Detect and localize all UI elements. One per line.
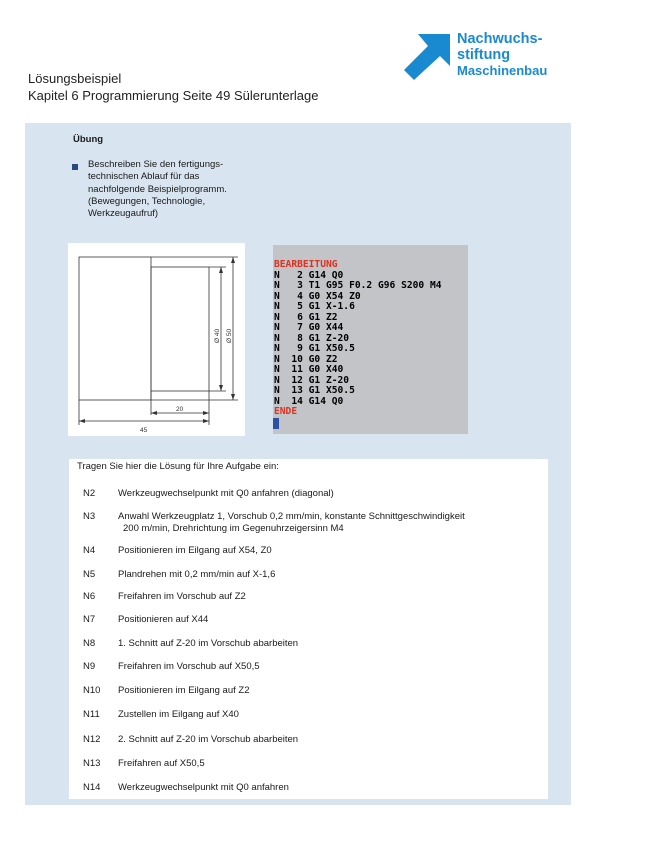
cnc-line: N 4 G0 X54 Z0 [274,290,361,302]
cnc-line: N 8 G1 Z-20 [274,332,350,344]
cnc-line: N 13 G1 X50.5 [274,385,355,396]
dimension-45: 45 [140,427,148,434]
row-number: N14 [83,782,101,793]
row-number: N7 [83,614,96,625]
row-text: Positionieren im Eilgang auf X54, Z0 [118,545,272,556]
exercise-title: Übung [73,134,104,145]
row-text: 2. Schnitt auf Z-20 im Vorschub abarbeiten [118,734,299,745]
row-number: N11 [83,709,100,720]
logo-text [457,32,547,79]
row-text: Freifahren im Vorschub auf Z2 [118,591,246,602]
cnc-line: N 2 G14 Q0 [274,269,344,281]
row-text: Freifahren auf X50,5 [118,758,205,769]
row-number: N12 [83,734,101,745]
logo-line-2: stiftung [457,46,511,63]
row-number: N13 [83,758,101,769]
row-text: Positionieren im Eilgang auf Z2 [118,685,250,696]
row-number: N2 [83,488,96,499]
dimension-20: 20 [176,406,184,413]
heading-line-2: Kapitel 6 Programmierung Seite 49 Sülerunterlage [28,88,319,103]
heading-line-1: Lösungsbeispiel [28,71,122,86]
cnc-line: N 3 T1 G95 F0.2 G96 S200 M4 [274,280,442,291]
row-text: Freifahren im Vorschub auf X50,5 [118,661,260,672]
row-text: Anwahl Werkzeugplatz 1, Vorschub 0,2 mm/min, konstante Schnittgeschwindigkeit [118,511,465,522]
cnc-program-screen [273,245,468,434]
cnc-line: N 14 G14 Q0 [274,395,344,407]
cnc-line: N 7 G0 X44 [274,322,344,333]
row-number: N6 [83,591,96,602]
cnc-line: N 9 G1 X50.5 [274,343,355,354]
dimension-40: Ø 40 [214,328,221,343]
logo [404,32,584,80]
row-text: Zustellen im Eilgang auf X40 [118,709,239,720]
answer-box [69,459,548,799]
row-number: N9 [83,661,96,672]
workpiece-drawing [68,243,245,436]
row-number: N8 [83,638,96,649]
cnc-line: N 11 G0 X40 [274,364,344,375]
cnc-footer: ENDE [274,406,298,417]
row-number: N3 [83,511,96,522]
row-text: 1. Schnitt auf Z-20 im Vorschub abarbeiten [118,638,299,649]
bullet-square-icon [72,164,78,170]
row-number: N4 [83,545,96,556]
arrow-up-right-icon [404,34,450,80]
logo-line-1: Nachwuchs- [457,31,543,47]
cnc-code [274,260,442,418]
logo-line-3: Maschinenbau [457,63,548,78]
row-number: N10 [83,685,101,696]
cnc-line: N 10 G0 Z2 [274,353,338,365]
row-number: N5 [83,569,96,580]
cnc-header: BEARBEITUNG [274,259,338,270]
cnc-line: N 6 G1 Z2 [274,311,338,323]
row-text-continuation: 200 m/min, Drehrichtung im Gegenuhrzeigersinn M4 [123,523,344,534]
exercise-task: Beschreiben Sie den fertigungs-technischen Ablauf für das nachfolgende Beispielprogramm. (Bewegungen, Technologie, Werkzeugaufruf) [88,159,227,220]
technical-drawing [68,243,245,436]
cnc-line: N 12 G1 Z-20 [274,374,350,386]
row-text: Werkzeugwechselpunkt mit Q0 anfahren (diagonal) [118,488,334,499]
cnc-line: N 5 G1 X-1.6 [274,301,355,312]
row-text: Plandrehen mit 0,2 mm/min auf X-1,6 [118,569,276,580]
page-heading [28,70,319,104]
row-text: Positionieren auf X44 [118,614,209,625]
row-text: Werkzeugwechselpunkt mit Q0 anfahren [118,782,289,793]
dimension-50: Ø 50 [226,328,233,343]
answer-prompt: Tragen Sie hier die Lösung für Ihre Aufgabe ein: [77,461,279,472]
